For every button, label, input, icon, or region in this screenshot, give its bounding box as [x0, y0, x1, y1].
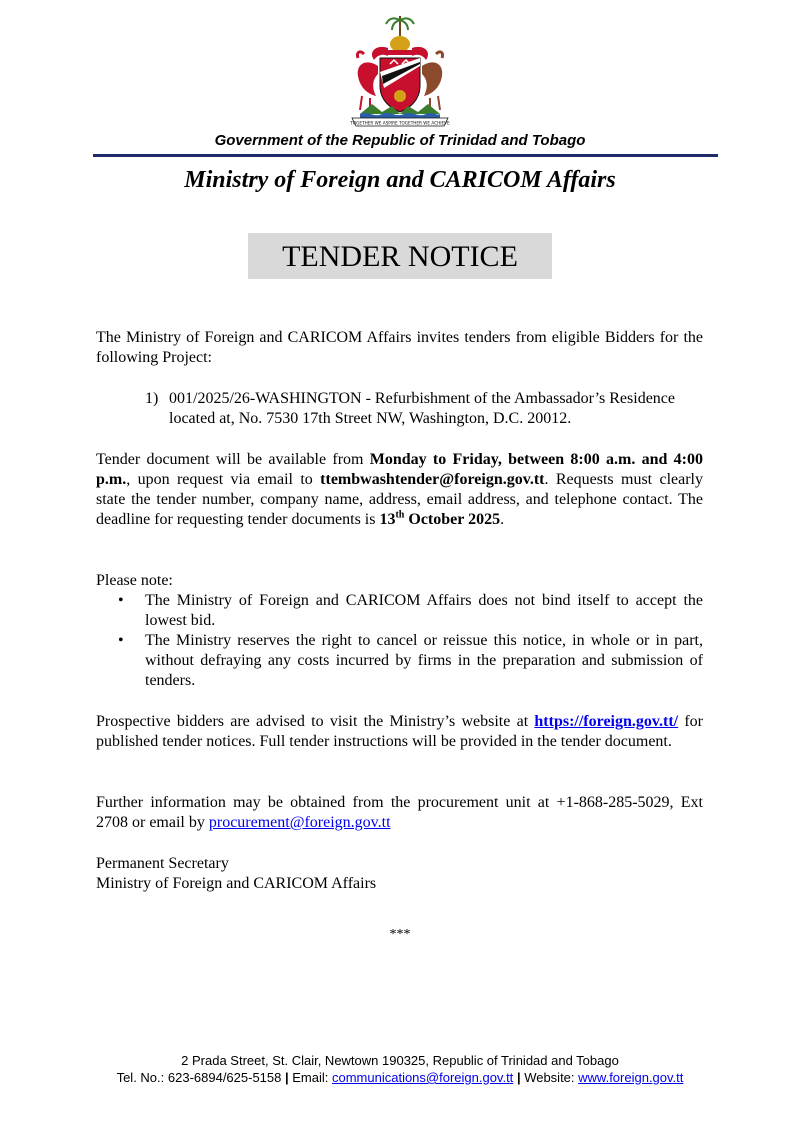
government-heading: Government of the Republic of Trinidad and Tobago: [214, 132, 586, 149]
footer-address: 2 Prada Street, St. Clair, Newtown 190325, Republic of Trinidad and Tobago: [181, 1053, 619, 1068]
footer-website-link[interactable]: www.foreign.gov.tt: [578, 1070, 684, 1085]
contact-paragraph: Further information may be obtained from the procurement unit at +1-868-285-5029, Ext 2708 or email by procurement@foreign.gov.tt: [96, 794, 703, 831]
bullet-icon: •: [118, 632, 124, 649]
footer-tel: Tel. No.: 623-6894/625-5158: [116, 1070, 282, 1085]
availability-hours: Monday to Friday, between 8:00 a.m. and 4:00 p.m.: [96, 451, 704, 488]
project-number: 1): [145, 390, 159, 407]
footer-website-label: Website:: [520, 1070, 579, 1085]
signature-block: [96, 854, 703, 894]
availability-paragraph: [96, 450, 703, 530]
tender-notice-title: TENDER NOTICE: [248, 233, 552, 279]
signature-title: Permanent Secretary: [96, 855, 229, 872]
svg-text:TOGETHER WE ASPIRE TOGETHER WE: TOGETHER WE ASPIRE TOGETHER WE ACHIEVE: [350, 120, 450, 126]
tender-request-email[interactable]: ttembwashtender@foreign.gov.tt: [320, 471, 545, 488]
deadline-date: 13th October 2025: [379, 509, 501, 528]
availability-text: . Requests must clearly state the tender number, company name, address, email address, and telephone contact. The deadline for requesting tender documents is: [96, 471, 704, 528]
signature-org: Ministry of Foreign and CARICOM Affairs: [96, 875, 377, 892]
availability-text: Tender document will be available from: [96, 451, 370, 468]
intro-paragraph: The Ministry of Foreign and CARICOM Affairs invites tenders from eligible Bidders for the following Project:: [96, 329, 703, 366]
note-bullet-item: • The Ministry of Foreign and CARICOM Affairs does not bind itself to accept the lowest bid.: [118, 592, 703, 629]
footer-separator: |: [285, 1070, 289, 1085]
footer-email-label: Email:: [288, 1070, 332, 1085]
bullet-icon: •: [118, 592, 124, 609]
availability-end: .: [500, 511, 505, 528]
please-note-label: Please note:: [96, 572, 173, 589]
footer-separator: |: [516, 1070, 521, 1085]
availability-text: , upon request via email to: [126, 471, 321, 488]
website-paragraph: Prospective bidders are advised to visit the Ministry’s website at https://foreign.gov.tt/ for published tender notices. Full tender instructions will be provided in the tender document.: [96, 713, 704, 750]
footer-contact-line: [0, 1069, 800, 1086]
project-list: [145, 389, 705, 429]
coat-of-arms-icon: [338, 14, 462, 132]
note-bullet-list: [118, 591, 703, 691]
project-item: 001/2025/26-WASHINGTON - Refurbishment of the Ambassador’s Residence located at, No. 7530 17th Street NW, Washington, D.C. 20012.: [169, 390, 675, 427]
header-divider: [93, 154, 718, 157]
ministry-heading: Ministry of Foreign and CARICOM Affairs: [184, 167, 616, 193]
ministry-website-link[interactable]: https://foreign.gov.tt/: [534, 713, 679, 730]
footer-email-link[interactable]: communications@foreign.gov.tt: [331, 1070, 514, 1085]
note-bullet-item: • The Ministry reserves the right to cancel or reissue this notice, in whole or in part, without defraying any costs incurred by firms in the preparation and submission of tenders.: [118, 632, 703, 689]
procurement-email-link[interactable]: procurement@foreign.gov.tt: [208, 814, 391, 831]
end-marker: ***: [389, 927, 411, 942]
page-footer: [0, 1052, 800, 1086]
